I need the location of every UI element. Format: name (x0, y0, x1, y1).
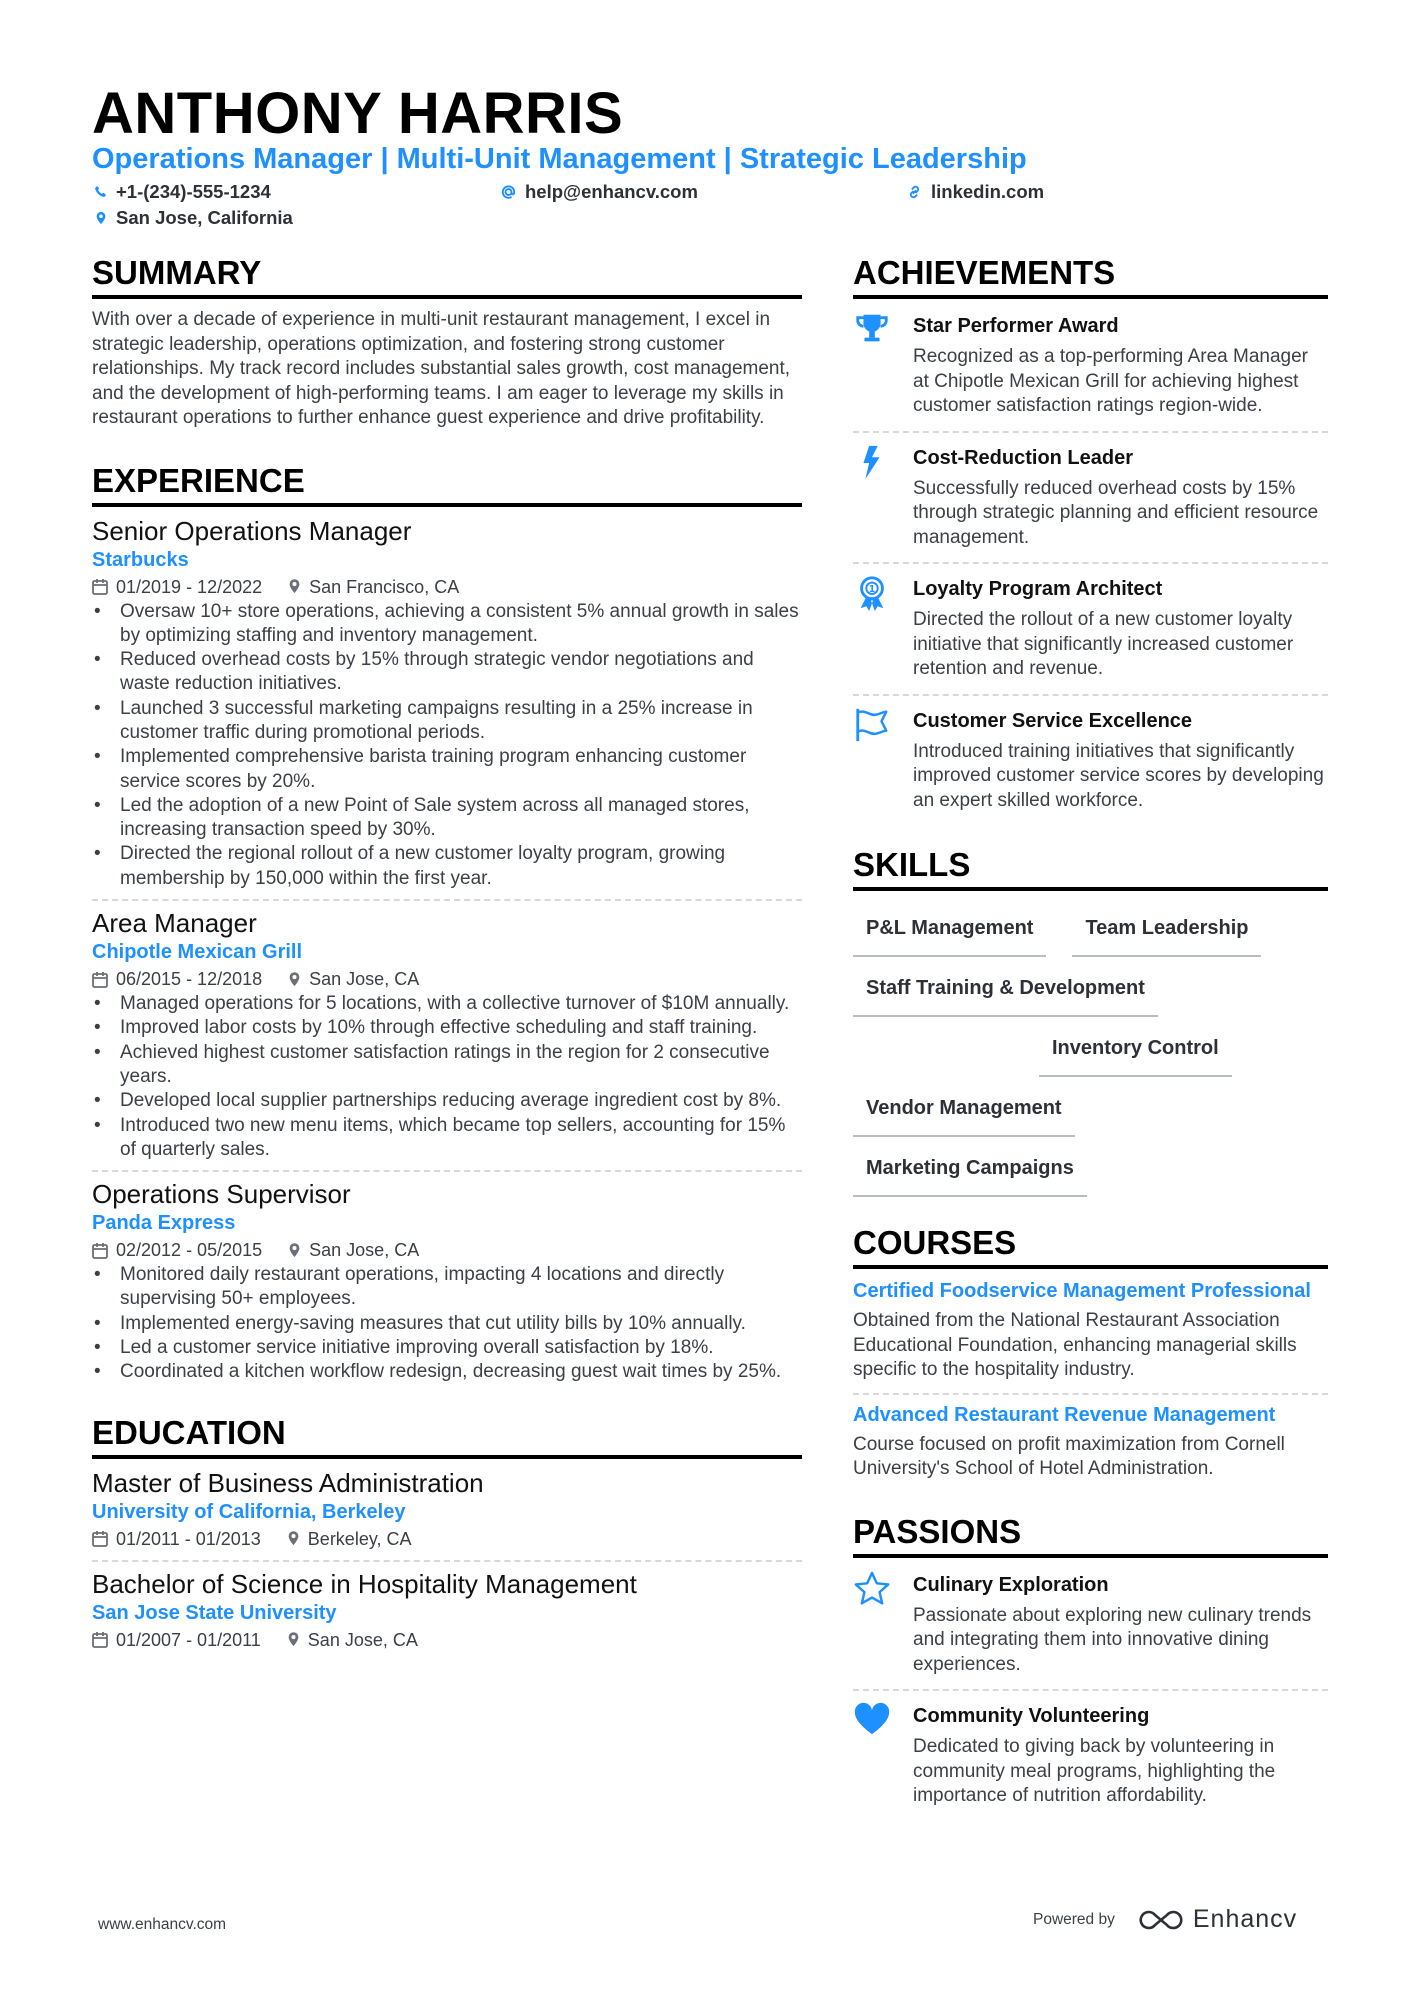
divider (853, 694, 1328, 696)
achievement-item (853, 443, 1328, 551)
course-item (853, 1403, 1328, 1482)
job-bullet: • Implemented energy-saving measures that cut utility bills by 10% annually. (92, 1312, 802, 1336)
location-pin-icon (288, 971, 301, 988)
email-address: help@enhancv.com (525, 181, 698, 202)
link-icon (906, 183, 923, 201)
achievement-item (853, 311, 1328, 419)
skill-tag: Marketing Campaigns (853, 1147, 1087, 1197)
education-meta (92, 1627, 802, 1653)
phone-number: +1-(234)-555-1234 (116, 181, 271, 202)
skills-heading: SKILLS (853, 847, 1328, 891)
job-bullet: • Introduced two new menu items, which became top sellers, accounting for 15% of quarterly sales. (92, 1114, 802, 1163)
education-entry (92, 1467, 802, 1552)
achievement-title: Customer Service Excellence (913, 709, 1193, 732)
svg-text:1: 1 (868, 584, 876, 596)
infinity-logo-icon (1137, 1908, 1185, 1932)
job-bullets (92, 1263, 802, 1384)
job-dates: 02/2012 - 05/2015 (116, 1240, 263, 1261)
location-pin-icon (288, 578, 301, 595)
star-icon (853, 1570, 891, 1608)
summary-text: With over a decade of experience in multi-unit restaurant management, I excel in strategic leadership, operations optimization, and fostering strong customer relationships. My track record includes substantial sales growth, cost management, and the development of high-performing teams. I am eager to leverage my skills in restaurant operations to further enhance guest experience and drive profitability. (92, 309, 791, 428)
job-meta (92, 574, 802, 600)
passions-heading: PASSIONS (853, 1514, 1328, 1558)
job-bullet: • Led a customer service initiative improving overall satisfaction by 18%. (92, 1336, 802, 1360)
job-bullet: • Improved labor costs by 10% through effective scheduling and staff training. (92, 1016, 802, 1040)
skill-tag: Vendor Management (853, 1087, 1075, 1137)
achievement-title: Star Performer Award (913, 315, 1119, 337)
school-name: San Jose State University (92, 1601, 337, 1624)
course-title: Certified Foodservice Management Professional (853, 1280, 1311, 1302)
divider (92, 1170, 802, 1172)
achievement-item (853, 574, 1328, 682)
job-dates: 06/2015 - 12/2018 (116, 969, 263, 990)
passion-desc: Dedicated to giving back by volunteering in community meal programs, highlighting the importance of nutrition affordability. (913, 1736, 1276, 1806)
enhancv-logo (1137, 1905, 1297, 1934)
education-entry (92, 1568, 802, 1653)
right-column (853, 255, 1328, 1809)
location-text: San Jose, California (116, 207, 293, 228)
job-bullet: • Directed the regional rollout of a new customer loyalty program, growing membership by 150,000 within the first year. (92, 842, 802, 891)
candidate-headline: Operations Manager | Multi-Unit Management | Strategic Leadership (92, 143, 1027, 175)
degree-title: Master of Business Administration (92, 1467, 484, 1498)
job-bullet: • Managed operations for 5 locations, with a collective turnover of $10M annually. (92, 992, 802, 1016)
trophy-icon (853, 311, 891, 349)
achievement-desc: Introduced training initiatives that significantly improved customer service scores by developing an expert skilled workforce. (913, 740, 1324, 811)
achievement-desc: Recognized as a top-performing Area Manager at Chipotle Mexican Grill for achieving highest customer satisfaction ratings region-wide. (913, 346, 1309, 416)
left-column (92, 255, 802, 1653)
achievement-desc: Directed the rollout of a new customer loyalty initiative that significantly increased customer retention and revenue. (913, 609, 1294, 679)
footer-website[interactable]: www.enhancv.com (98, 1916, 227, 1933)
job-title: Operations Supervisor (92, 1179, 351, 1210)
job-location: San Francisco, CA (309, 576, 460, 597)
education-dates: 01/2007 - 01/2011 (116, 1629, 261, 1650)
brand-name: Enhancv (1192, 1905, 1298, 1933)
achievement-title: Cost-Reduction Leader (913, 446, 1134, 469)
divider (853, 431, 1328, 433)
courses-heading: COURSES (853, 1225, 1328, 1269)
education-location: San Jose, CA (307, 1629, 418, 1650)
summary-heading: SUMMARY (92, 255, 802, 299)
school-name: University of California, Berkeley (92, 1500, 406, 1523)
passion-title: Culinary Exploration (913, 1573, 1109, 1596)
job-entry (92, 907, 802, 1162)
job-meta (92, 1237, 802, 1263)
course-desc: Course focused on profit maximization from Cornell University's School of Hotel Administration. (853, 1433, 1285, 1479)
course-item (853, 1279, 1328, 1383)
heart-icon (853, 1701, 891, 1739)
education-meta (92, 1526, 802, 1552)
education-heading: EDUCATION (92, 1415, 802, 1459)
location-pin-icon (287, 1631, 300, 1648)
passion-title: Community Volunteering (913, 1705, 1150, 1727)
job-bullet: • Coordinated a kitchen workflow redesign, decreasing guest wait times by 25%. (92, 1360, 802, 1384)
job-meta (92, 966, 802, 992)
degree-title: Bachelor of Science in Hospitality Management (92, 1568, 637, 1599)
at-icon (500, 183, 517, 201)
divider (92, 1560, 802, 1562)
skill-tag: Team Leadership (1072, 907, 1261, 957)
job-company: Starbucks (92, 548, 189, 571)
footer-branding[interactable] (1033, 1905, 1297, 1934)
calendar-icon (92, 1242, 108, 1259)
passion-item (853, 1701, 1328, 1809)
job-bullets (92, 600, 802, 892)
education-dates: 01/2011 - 01/2013 (116, 1528, 261, 1549)
linkedin-url: linkedin.com (931, 181, 1045, 202)
job-title: Senior Operations Manager (92, 515, 412, 546)
job-bullet: • Implemented comprehensive barista training program enhancing customer service scores by 20%. (92, 745, 802, 794)
job-bullet: • Achieved highest customer satisfaction ratings in the region for 2 consecutive years. (92, 1041, 802, 1090)
contact-email[interactable] (500, 181, 698, 203)
skill-tag: P&L Management (853, 907, 1046, 957)
calendar-icon (92, 1631, 108, 1648)
experience-heading: EXPERIENCE (92, 463, 802, 507)
course-title: Advanced Restaurant Revenue Management (853, 1403, 1276, 1426)
flag-icon (853, 706, 891, 744)
education-location: Berkeley, CA (307, 1528, 412, 1549)
job-bullet: • Monitored daily restaurant operations, impacting 4 locations and directly supervising 50+ employees. (92, 1263, 802, 1312)
divider (853, 1393, 1328, 1395)
achievement-title: Loyalty Program Architect (913, 578, 1163, 600)
passion-desc: Passionate about exploring new culinary trends and integrating them into innovative dining experiences. (913, 1604, 1312, 1675)
course-desc: Obtained from the National Restaurant Association Educational Foundation, enhancing managerial skills specific to the hospitality industry. (853, 1310, 1297, 1380)
contact-linkedin[interactable] (906, 181, 1044, 203)
job-entry (92, 1178, 802, 1384)
job-title: Area Manager (92, 908, 257, 939)
phone-icon (94, 183, 108, 201)
job-company: Chipotle Mexican Grill (92, 941, 303, 964)
job-bullet: • Launched 3 successful marketing campaigns resulting in a 25% increase in customer traffic during promotional periods. (92, 697, 802, 746)
calendar-icon (92, 1530, 108, 1547)
lightning-icon (853, 443, 891, 481)
location-pin-icon (288, 1242, 301, 1259)
job-bullet: • Oversaw 10+ store operations, achieving a consistent 5% annual growth in sales by optimizing staffing and inventory management. (92, 600, 802, 649)
job-entry (92, 515, 802, 892)
contact-location (94, 207, 293, 229)
calendar-icon (92, 578, 108, 595)
job-location: San Jose, CA (309, 969, 420, 990)
job-bullet: • Developed local supplier partnerships reducing average ingredient cost by 8%. (92, 1089, 802, 1113)
job-location: San Jose, CA (309, 1240, 420, 1261)
job-dates: 01/2019 - 12/2022 (116, 576, 263, 597)
skill-tag: Inventory Control (1039, 1027, 1232, 1077)
job-bullet: • Led the adoption of a new Point of Sale system across all managed stores, increasing transaction speed by 30%. (92, 794, 802, 843)
contact-phone[interactable] (94, 181, 271, 203)
job-bullet: • Reduced overhead costs by 15% through strategic vendor negotiations and waste reduction initiatives. (92, 648, 802, 697)
job-company: Panda Express (92, 1212, 236, 1235)
location-pin-icon (287, 1530, 300, 1547)
skill-tag: Staff Training & Development (853, 967, 1158, 1017)
achievement-desc: Successfully reduced overhead costs by 15% through strategic planning and efficient resource management. (913, 477, 1319, 548)
achievement-item (853, 706, 1328, 814)
award-ribbon-icon (853, 574, 891, 612)
calendar-icon (92, 971, 108, 988)
skills-list (853, 907, 1328, 1197)
divider (853, 562, 1328, 564)
job-bullets (92, 992, 802, 1162)
powered-by-label: Powered by (1033, 1910, 1115, 1928)
divider (853, 1689, 1328, 1691)
achievements-heading: ACHIEVEMENTS (853, 255, 1328, 299)
candidate-name: ANTHONY HARRIS (92, 81, 624, 146)
divider (92, 899, 802, 901)
location-pin-icon (94, 209, 108, 227)
passion-item (853, 1570, 1328, 1678)
